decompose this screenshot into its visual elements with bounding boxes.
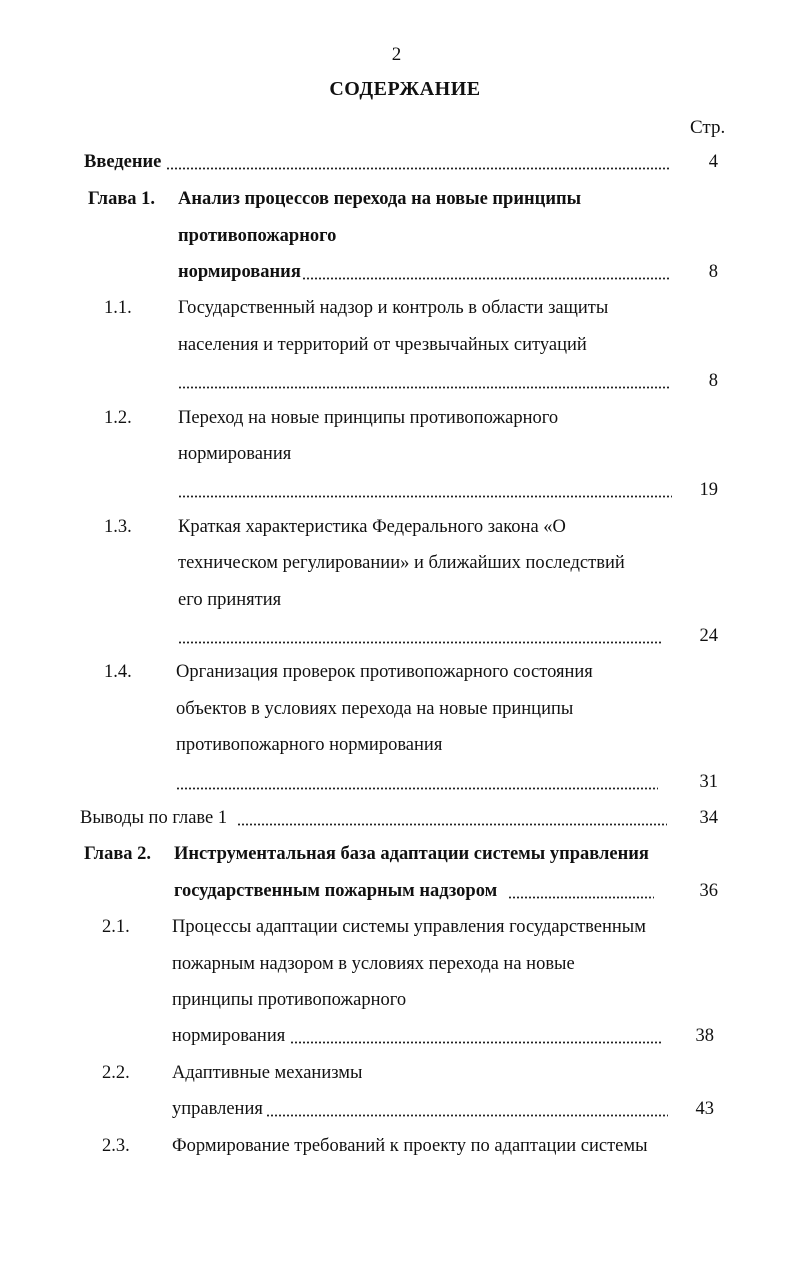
dot-leader: [178, 386, 670, 389]
section-number: 1.4.: [104, 662, 132, 682]
section-number: 1.1.: [104, 298, 132, 318]
dot-leader: [266, 1114, 668, 1117]
dot-leader: [237, 823, 667, 826]
toc-page: 4: [708, 152, 718, 172]
section-title-line: принципы противопожарного: [172, 990, 407, 1010]
dot-leader: [176, 787, 658, 790]
section-title-line: противопожарного нормирования: [176, 735, 443, 755]
section-title-line: управления: [172, 1099, 263, 1119]
dot-leader: [302, 277, 670, 280]
toc-page: 8: [708, 262, 718, 282]
section-title-line: Переход на новые принципы противопожарного: [178, 408, 559, 428]
section-title-line: пожарным надзором в условиях перехода на новые: [172, 954, 575, 974]
section-title-line: Государственный надзор и контроль в области защиты: [178, 298, 609, 318]
section-title-line: нормирования: [178, 444, 292, 464]
dot-leader: [166, 167, 670, 170]
toc-page: 8: [708, 371, 718, 391]
section-title-line: Организация проверок противопожарного состояния: [176, 662, 593, 682]
section-title-line: Адаптивные механизмы: [172, 1063, 363, 1083]
chapter-title-line: Анализ процессов перехода на новые принципы: [178, 189, 582, 209]
dot-leader: [290, 1041, 662, 1044]
toc-page: 31: [699, 772, 718, 792]
page-number: 2: [391, 44, 402, 65]
section-title-line: его принятия: [178, 590, 282, 610]
section-number: 2.2.: [102, 1063, 130, 1083]
toc-page: 36: [699, 881, 718, 901]
section-title-line: объектов в условиях перехода на новые принципы: [176, 699, 574, 719]
page-title: СОДЕРЖАНИЕ: [329, 78, 481, 100]
chapter-label: Глава 1.: [88, 189, 156, 209]
toc-label: Выводы по главе 1: [80, 808, 228, 828]
section-number: 2.1.: [102, 917, 130, 937]
section-title-line: Формирование требований к проекту по адаптации системы: [172, 1136, 648, 1156]
toc-page: 19: [699, 480, 718, 500]
chapter-label: Глава 2.: [84, 844, 152, 864]
section-number: 1.2.: [104, 408, 132, 428]
dot-leader: [508, 896, 654, 899]
section-title-line: Процессы адаптации системы управления государственным: [172, 917, 646, 937]
section-title-line: Краткая характеристика Федерального закона «О: [178, 517, 566, 537]
section-number: 2.3.: [102, 1136, 130, 1156]
chapter-title-line: противопожарного: [178, 226, 337, 246]
toc-page: 24: [699, 626, 718, 646]
page-column-header: Стр.: [690, 117, 726, 138]
chapter-title-line: Инструментальная база адаптации системы управления: [174, 844, 649, 864]
section-title-line: техническом регулировании» и ближайших последствий: [178, 553, 625, 573]
chapter-title-line: государственным пожарным надзором: [174, 881, 498, 901]
dot-leader: [178, 495, 672, 498]
dot-leader: [178, 641, 662, 644]
toc-page: 38: [695, 1026, 714, 1046]
chapter-title-line: нормирования: [178, 262, 301, 282]
section-title-line: населения и территорий от чрезвычайных ситуаций: [178, 335, 587, 355]
section-title-line: нормирования: [172, 1026, 286, 1046]
toc-page: 34: [699, 808, 718, 828]
toc-page: 43: [695, 1099, 714, 1119]
section-number: 1.3.: [104, 517, 132, 537]
toc-label: Введение: [84, 152, 162, 172]
